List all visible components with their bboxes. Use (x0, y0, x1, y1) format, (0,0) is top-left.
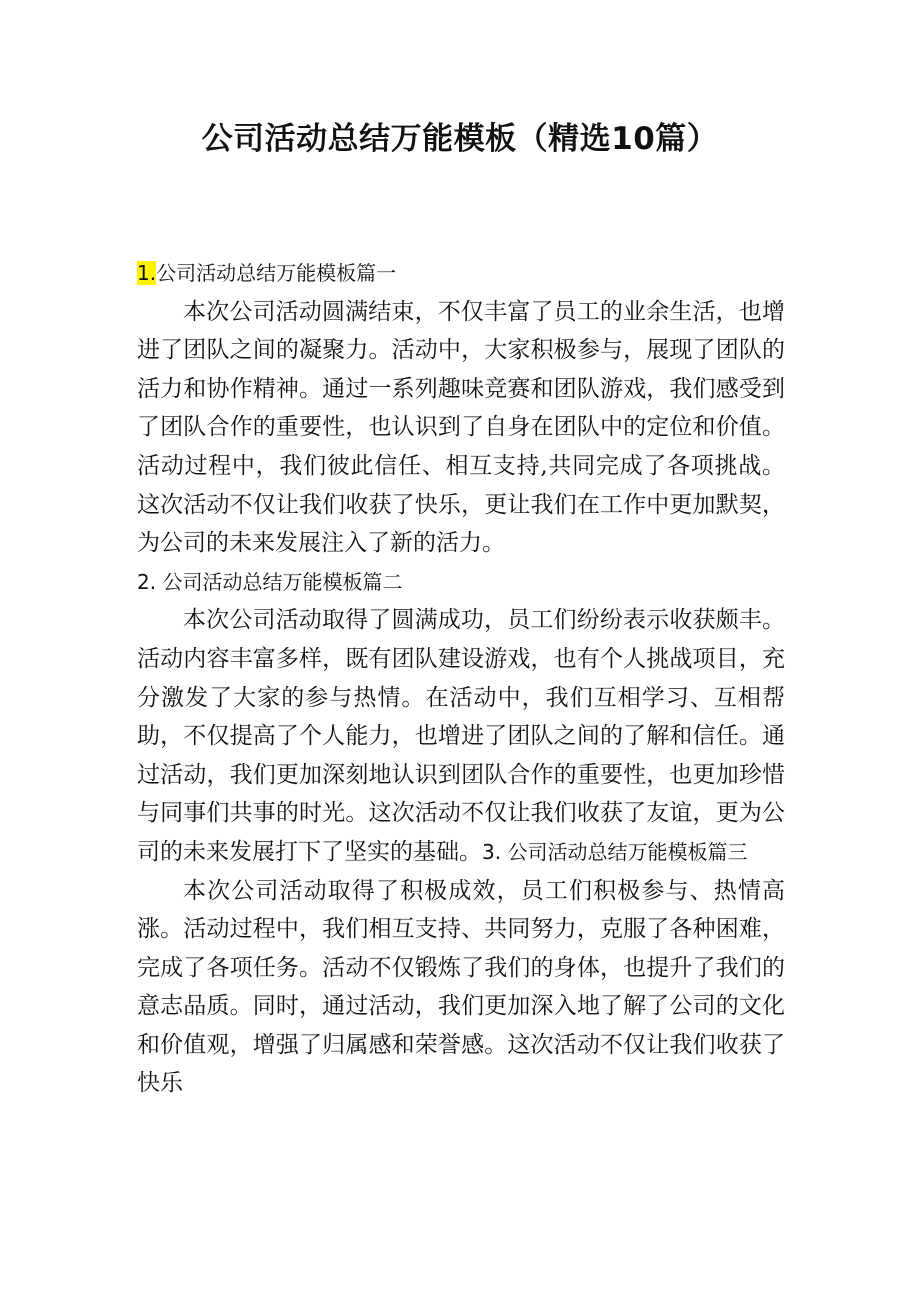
document-body (137, 254, 785, 1103)
section-2-heading (137, 563, 785, 602)
section-3-paragraph: 本次公司活动取得了积极成效，员工们积极参与、热情高涨。活动过程中，我们相互支持、共同努力，克服了各种困难，完成了各项任务。活动不仅锻炼了我们的身体，也提升了我们的意志品质。同时，通过活动，我们更加深入地了解了公司的文化和价值观，增强了归属感和荣誉感。这次活动不仅让我们收获了快乐 (137, 877, 785, 1097)
section-1-heading (137, 254, 785, 293)
document-title: 公司活动总结万能模板（精选10篇） (201, 121, 719, 157)
section-3-title: 公司活动总结万能模板篇三 (507, 839, 748, 864)
section-1-title: 公司活动总结万能模板篇一 (156, 261, 397, 285)
section-3-number: 3. (482, 839, 502, 864)
section-1-number: 1. (137, 261, 157, 285)
section-2-paragraph (137, 601, 785, 871)
section-2-number: 2. (137, 569, 157, 594)
section-1-paragraph: 本次公司活动圆满结束，不仅丰富了员工的业余生活，也增进了团队之间的凝聚力。活动中，大家积极参与，展现了团队的活力和协作精神。通过一系列趣味竞赛和团队游戏，我们感受到了团队合作的重要性，也认识到了自身在团队中的定位和价值。活动过程中，我们彼此信任、相互支持,共同完成了各项挑战。这次活动不仅让我们收获了快乐，更让我们在工作中更加默契，为公司的未来发展注入了新的活力。 (137, 298, 785, 557)
section-2-text: 本次公司活动取得了圆满成功，员工们纷纷表示收获颇丰。活动内容丰富多样，既有团队建设游戏，也有个人挑战项目，充分激发了大家的参与热情。在活动中，我们互相学习、互相帮助，不仅提高了个人能力，也增进了团队之间的了解和信任。通过活动，我们更加深刻地认识到团队合作的重要性，也更加珍惜与同事们共事的时光。这次活动不仅让我们收获了友谊，更为公司的未来发展打下了坚实的基础。 (137, 607, 785, 865)
section-3-heading (482, 840, 747, 864)
section-2-title: 公司活动总结万能模板篇二 (162, 569, 403, 594)
